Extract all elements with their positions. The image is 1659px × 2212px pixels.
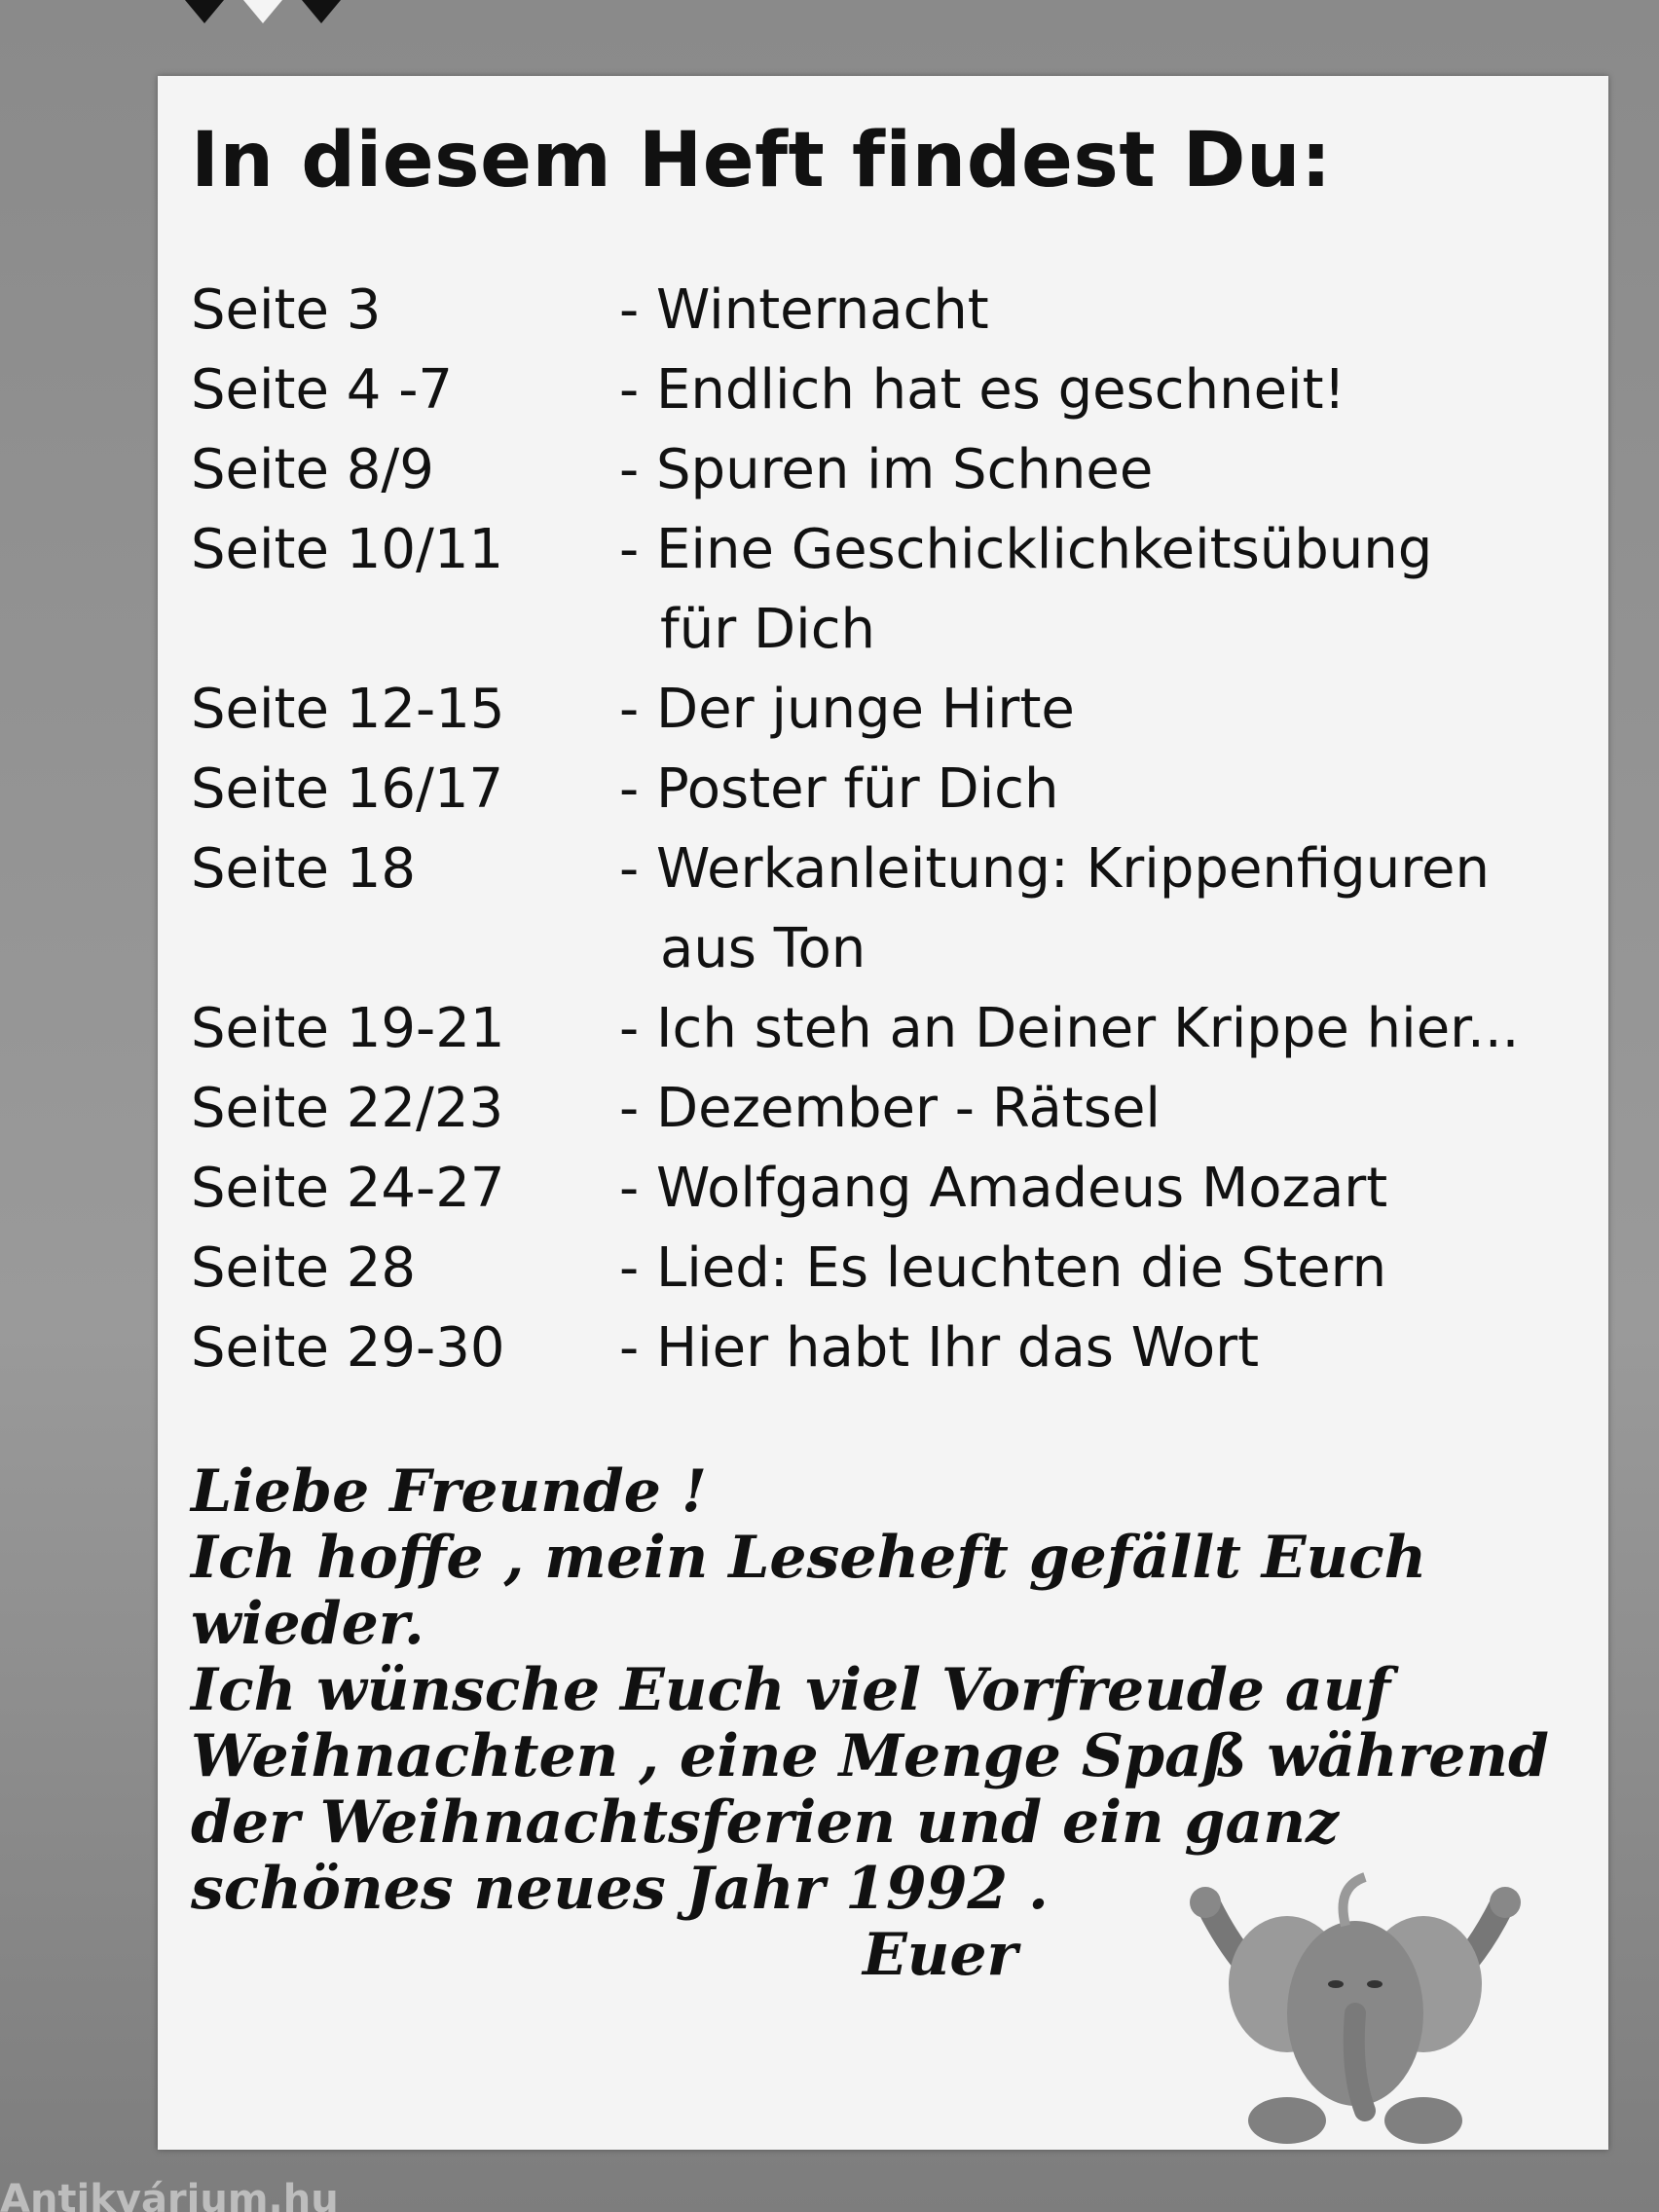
toc-page-ref: Seite 3 (191, 278, 382, 342)
toc-title-continuation: für Dich (660, 598, 875, 661)
toc-title (619, 430, 1554, 510)
toc-title-text: - Dezember - Rätsel (619, 1077, 1161, 1140)
watermark: Antikvárium.hu (0, 2177, 339, 2212)
toc-page-ref: Seite 18 (191, 837, 417, 901)
toc-page-ref: Seite 19-21 (191, 997, 505, 1060)
toc-title-text: - Endlich hat es geschneit! (619, 358, 1346, 422)
letter-signature: Euer (863, 1921, 1018, 1989)
letter-line: Weihnachten , eine Menge Spaß während (191, 1722, 1549, 1790)
toc-title (619, 350, 1554, 430)
toc-title (619, 510, 1554, 670)
toc-entry (191, 271, 1554, 350)
table-of-contents (191, 271, 1554, 1388)
toc-title-text: - Eine Geschicklichkeitsübung (619, 518, 1433, 581)
page-title: In diesem Heft findest Du: (191, 117, 1332, 204)
toc-title (619, 750, 1554, 830)
toc-entry (191, 670, 1554, 750)
toc-page-ref: Seite 16/17 (191, 757, 504, 821)
toc-title-continuation: aus Ton (660, 917, 866, 980)
toc-page-ref: Seite 8/9 (191, 438, 434, 501)
toc-title-text: - Ich steh an Deiner Krippe hier... (619, 997, 1520, 1060)
toc-title-text: - Poster für Dich (619, 757, 1059, 821)
toc-title-text: - Der junge Hirte (619, 678, 1075, 741)
toc-page-ref: Seite 24-27 (191, 1157, 505, 1220)
elephant-mascot-icon (1170, 1867, 1540, 2159)
toc-title-text: - Wolfgang Amadeus Mozart (619, 1157, 1388, 1220)
toc-page-ref: Seite 10/11 (191, 518, 504, 581)
toc-entry (191, 1069, 1554, 1149)
toc-page-ref: Seite 4 -7 (191, 358, 454, 422)
toc-entry (191, 510, 1554, 670)
toc-title-text: - Lied: Es leuchten die Stern (619, 1236, 1387, 1300)
toc-entry (191, 750, 1554, 830)
toc-title (619, 1069, 1554, 1149)
toc-entry (191, 1149, 1554, 1229)
toc-title (619, 989, 1554, 1069)
toc-page-ref: Seite 29-30 (191, 1316, 505, 1380)
letter-line: schönes neues Jahr 1992 . (191, 1855, 1049, 1923)
toc-title-text: - Winternacht (619, 278, 989, 342)
toc-page-ref: Seite 28 (191, 1236, 417, 1300)
toc-entry (191, 830, 1554, 989)
toc-entry (191, 1309, 1554, 1388)
toc-title (619, 830, 1554, 989)
toc-title (619, 1309, 1554, 1388)
toc-title-text: - Hier habt Ihr das Wort (619, 1316, 1260, 1380)
letter-line: der Weihnachtsferien und ein ganz (191, 1788, 1340, 1857)
toc-title (619, 1229, 1554, 1309)
letter-line: Ich wünsche Euch viel Vorfreude auf (191, 1656, 1391, 1724)
toc-title-text: - Werkanleitung: Krippenfiguren (619, 837, 1490, 901)
document-page (158, 76, 1608, 2150)
toc-entry (191, 430, 1554, 510)
toc-entry (191, 350, 1554, 430)
letter-line: wieder. (191, 1590, 424, 1658)
toc-entry (191, 989, 1554, 1069)
toc-title (619, 271, 1554, 350)
letter-line: Liebe Freunde ! (191, 1457, 708, 1526)
toc-entry (191, 1229, 1554, 1309)
toc-page-ref: Seite 12-15 (191, 678, 505, 741)
toc-title-text: - Spuren im Schnee (619, 438, 1154, 501)
toc-page-ref: Seite 22/23 (191, 1077, 504, 1140)
toc-title (619, 1149, 1554, 1229)
letter-line: Ich hoffe , mein Leseheft gefällt Euch (191, 1524, 1427, 1592)
toc-title (619, 670, 1554, 750)
decorative-triangles-icon (185, 0, 477, 23)
